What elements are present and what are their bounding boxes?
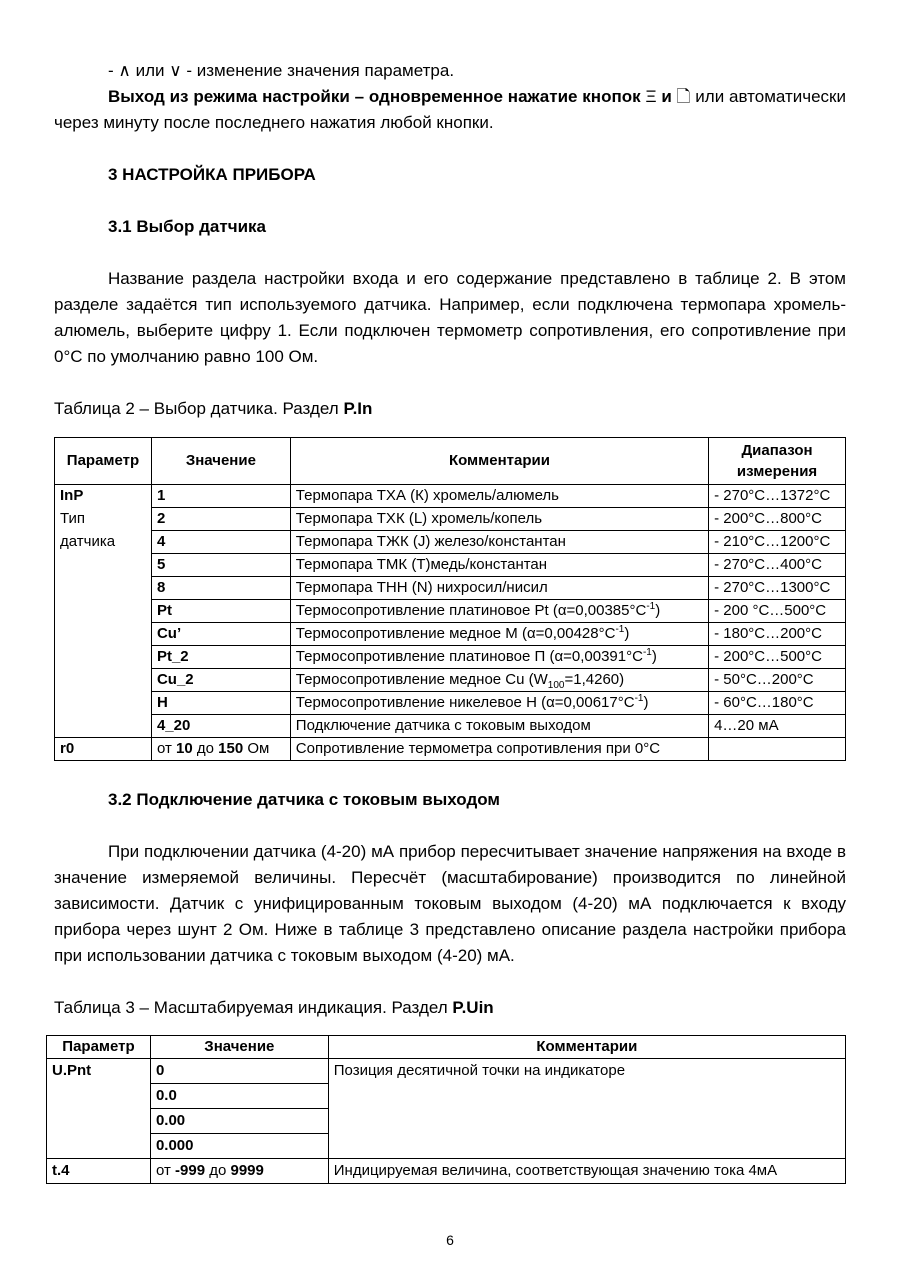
param-empty — [55, 577, 152, 600]
table-3-caption-text: Таблица 3 – Масштабируемая индикация. Раздел — [54, 998, 453, 1017]
section-3-1-title: 3.1 Выбор датчика — [108, 217, 266, 236]
intro-suffix: - изменение значения параметра. — [181, 61, 455, 80]
row-comment-text: Термосопротивление никелевое Н (α=0,00617°С — [295, 694, 635, 711]
table-2-caption-section: P.In — [343, 399, 373, 418]
r0-min: 10 — [176, 740, 193, 757]
row-comment-subscript: 100 — [547, 680, 565, 691]
intro-exit-paragraph — [54, 84, 846, 136]
section-3-1-paragraph: Название раздела настройки входа и его содержание представлено в таблице 2. В этом разделе задаётся тип используемого датчика. Например, если подключена термопара хромель-алюмель, выберите цифру 1. Если подключен термометр сопротивления, его сопротивление при 0°С по умолчанию равно 100 Ом. — [54, 269, 846, 366]
t4-to: до — [205, 1162, 231, 1179]
header-value: Значение — [151, 438, 290, 485]
row-value: 4 — [151, 531, 290, 554]
param-empty — [55, 646, 152, 669]
row-comment-end: ) — [624, 625, 630, 642]
table-row — [55, 646, 846, 669]
header-comment: Комментарии — [290, 438, 708, 485]
section-3-title: 3 НАСТРОЙКА ПРИБОРА — [108, 165, 316, 184]
table-3-caption-section: P.Uin — [452, 998, 494, 1017]
row-comment-text: Термопара ТНН (N) нихросил/нисил — [295, 579, 548, 596]
header-range: Диапазон измерения — [709, 438, 846, 485]
row-comment-end: ) — [655, 602, 661, 619]
row-comment-text: Термосопротивление медное Cu (W — [295, 671, 548, 688]
comment-r0: Сопротивление термометра сопротивления при 0°С — [290, 738, 708, 761]
param-inp-desc-1: Тип — [55, 508, 152, 531]
value-r0 — [151, 738, 290, 761]
header-value: Значение — [150, 1036, 328, 1059]
document-icon: 🗋 — [676, 87, 691, 106]
row-value: H — [151, 692, 290, 715]
table-row — [55, 531, 846, 554]
table-3-header-row — [47, 1036, 846, 1059]
header-param: Параметр — [55, 438, 152, 485]
table-row — [55, 577, 846, 600]
row-comment — [290, 508, 708, 531]
t4-from: от — [155, 1162, 176, 1179]
section-3-2-paragraph: При подключении датчика (4-20) мА прибор пересчитывает значение напряжения на входе в значение измеряемой величины. Пересчёт (масштабирование) производится по линейной зависимости. Датчик с унифицированным токовым выходом (4-20) мА подключается к входу прибора через шунт 2 Ом. Ниже в таблице 3 представлено описание раздела настройки прибора при использовании датчика с токовым выходом (4-20) мА. — [54, 842, 846, 965]
table-row — [55, 669, 846, 692]
row-range: - 180°С…200°С — [709, 623, 846, 646]
table-row-t4 — [47, 1159, 846, 1184]
row-value: 1 — [151, 485, 290, 508]
header-comment: Комментарии — [328, 1036, 845, 1059]
table-row — [55, 715, 846, 738]
intro-or: или — [130, 61, 170, 80]
row-comment-text: Термосопротивление платиновое П (α=0,00391°С — [295, 648, 643, 665]
value-upnt-3: 0.000 — [150, 1134, 328, 1159]
comment-t4: Индицируемая величина, соответствующая значению тока 4мА — [328, 1159, 845, 1184]
row-comment — [290, 577, 708, 600]
param-empty — [55, 692, 152, 715]
row-comment-end: ) — [643, 694, 649, 711]
row-range: 4…20 мА — [709, 715, 846, 738]
table-2-caption-text: Таблица 2 – Выбор датчика. Раздел — [54, 399, 344, 418]
row-comment — [290, 646, 708, 669]
param-upnt: U.Pnt — [47, 1059, 151, 1159]
row-range: - 200°С…800°С — [709, 508, 846, 531]
row-range: - 200 °С…500°С — [709, 600, 846, 623]
row-range: - 270°С…1300°С — [709, 577, 846, 600]
row-comment-superscript: -1 — [642, 647, 652, 658]
row-value: 8 — [151, 577, 290, 600]
comment-upnt: Позиция десятичной точки на индикаторе — [328, 1059, 845, 1159]
r0-unit: Ом — [243, 740, 270, 757]
row-comment-text: Термопара ТЖК (J) железо/константан — [295, 533, 566, 550]
value-upnt-1: 0.0 — [150, 1084, 328, 1109]
row-comment — [290, 623, 708, 646]
param-empty — [55, 715, 152, 738]
section-3-2-title: 3.2 Подключение датчика с токовым выходом — [108, 790, 500, 809]
intro-line-1 — [54, 58, 846, 84]
document-page — [54, 58, 846, 1184]
row-comment-text: Подключение датчика с токовым выходом — [295, 717, 591, 734]
exit-bold-text: Выход из режима настройки – одновременное нажатие кнопок — [108, 87, 641, 106]
row-comment — [290, 554, 708, 577]
value-t4 — [150, 1159, 328, 1184]
param-empty — [55, 600, 152, 623]
row-value: Pt_2 — [151, 646, 290, 669]
value-upnt-0: 0 — [150, 1059, 328, 1084]
row-comment-text: Термопара ТМК (Т)медь/константан — [295, 556, 548, 573]
param-t4: t.4 — [47, 1159, 151, 1184]
exit-rest-text: или автоматически через минуту после последнего нажатия любой кнопки. — [54, 87, 846, 132]
row-value: Pt — [151, 600, 290, 623]
table-row — [55, 554, 846, 577]
table-row — [55, 692, 846, 715]
row-value: 2 — [151, 508, 290, 531]
row-range: - 200°С…500°С — [709, 646, 846, 669]
row-range: - 270°С…1372°С — [709, 485, 846, 508]
row-comment — [290, 485, 708, 508]
param-inp: InP — [55, 485, 152, 508]
intro-prefix: - — [108, 61, 119, 80]
row-range: - 210°С…1200°С — [709, 531, 846, 554]
row-value: 4_20 — [151, 715, 290, 738]
value-upnt-2: 0.00 — [150, 1109, 328, 1134]
table-row — [55, 600, 846, 623]
down-arrow-icon: ∨ — [169, 61, 182, 80]
row-comment-superscript: -1 — [615, 624, 625, 635]
param-empty — [55, 623, 152, 646]
param-r0: r0 — [55, 738, 152, 761]
page-number: 6 — [446, 1232, 454, 1248]
table-2-caption — [54, 396, 846, 422]
table-row — [55, 508, 846, 531]
and-word: и — [661, 87, 672, 106]
r0-to: до — [192, 740, 219, 757]
row-comment — [290, 600, 708, 623]
param-empty — [55, 554, 152, 577]
range-r0 — [709, 738, 846, 761]
menu-icon: Ξ — [645, 87, 657, 106]
row-comment-text: Термопара ТХК (L) хромель/копель — [295, 510, 543, 527]
t4-max: 9999 — [230, 1162, 264, 1179]
row-range: - 270°С…400°С — [709, 554, 846, 577]
param-inp-desc-2: датчика — [55, 531, 152, 554]
row-comment — [290, 715, 708, 738]
table-2 — [54, 437, 846, 761]
t4-min: -999 — [175, 1162, 206, 1179]
table-row-r0 — [55, 738, 846, 761]
row-comment-text: Термосопротивление медное М (α=0,00428°С — [295, 625, 616, 642]
up-arrow-icon: ∧ — [118, 61, 131, 80]
row-comment-superscript: -1 — [646, 601, 656, 612]
row-comment-text: Термопара ТХА (К) хромель/алюмель — [295, 487, 559, 504]
table-row-upnt — [47, 1059, 846, 1084]
param-empty — [55, 669, 152, 692]
table-row — [55, 623, 846, 646]
row-comment — [290, 669, 708, 692]
table-3 — [46, 1035, 846, 1184]
row-value: Cu_2 — [151, 669, 290, 692]
row-value: 5 — [151, 554, 290, 577]
row-comment-text: Термосопротивление платиновое Pt (α=0,00385°С — [295, 602, 647, 619]
table-2-header-row — [55, 438, 846, 485]
row-range: - 50°С…200°С — [709, 669, 846, 692]
row-comment-superscript: -1 — [634, 693, 644, 704]
row-value: Cu’ — [151, 623, 290, 646]
row-range: - 60°С…180°С — [709, 692, 846, 715]
r0-from: от — [156, 740, 177, 757]
row-comment — [290, 531, 708, 554]
table-row — [55, 485, 846, 508]
row-comment — [290, 692, 708, 715]
row-comment-end: ) — [651, 648, 657, 665]
header-param: Параметр — [47, 1036, 151, 1059]
r0-max: 150 — [218, 740, 244, 757]
row-comment-end: =1,4260) — [564, 671, 625, 688]
table-3-caption — [54, 995, 846, 1021]
